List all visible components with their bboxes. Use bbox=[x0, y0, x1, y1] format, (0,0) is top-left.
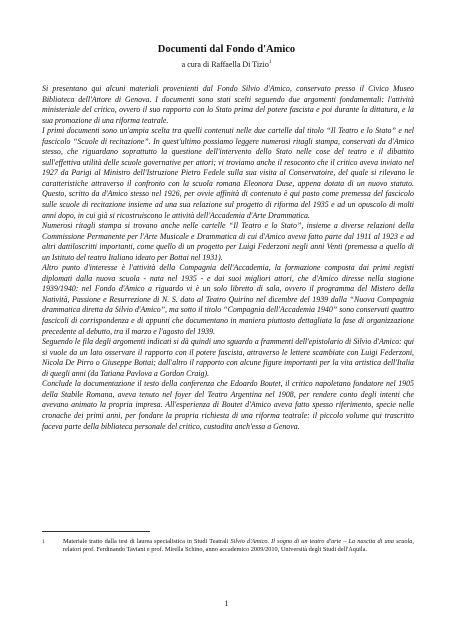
footnote bbox=[42, 538, 414, 555]
document-title: Documenti dal Fondo d'Amico bbox=[157, 44, 296, 55]
document-subtitle bbox=[0, 60, 453, 69]
footnote-text-start: Materiale tratto dalla tesi di laurea specialistica in Studi Teatrali bbox=[63, 538, 231, 545]
footnote-ref[interactable]: 1 bbox=[268, 60, 272, 65]
paragraph: Si presentano qui alcuni materiali provenienti dal Fondo Silvio d'Amico, conservato presso il Civico Museo Biblioteca dell'Attore di Genova. I documenti sono stati scelti seguendo due argomenti fondamentali: l'attività ministeriale del critico, ovvero il suo rapporto con lo Stato prima del potere fascista e poi durante la dittatura, e la sua promozione di una riforma teatrale. bbox=[42, 84, 414, 125]
paragraph: Seguendo le fila degli argomenti indicati si dà quindi uno sguardo a frammenti dell'epistolario di Silvio d'Amico: qui si vuole da un lato osservare il rapporto con il potere fascista, attraverso le lettere scambiate con Luigi Federzoni, Nicola De Pirro o Giuseppe Bottai; dall'altro il rapporto con alcune figure importanti per la vita artistica dell'Italia di quegli anni (da Tatiana Pavlova a Gordon Craig). bbox=[42, 337, 414, 378]
paragraph: Altro punto d'interesse è l'attività della Compagnia dell'Accademia, la formazione composta dai primi registi diplomati dalla nuova scuola - nata nel 1935 - e dai suoi migliori attori, che d'Amico diresse nella stagione 1939/1940: nel Fondo d'Amico a riguardo vi è un solo libretto di sala, ovvero il programma del Mistero della Natività, Passione e Resurrezione di N. S. dato al Teatro Quirino nel dicembre del 1939 dalla “Nuova Compagnia drammatica diretta da Silvio d'Amico”, ma sotto il titolo “Compagnia dell'Accademia 1940” sono conservati quattro fascicoli di corrispondenza e di appunti che documentano in maniera piuttosto dettagliata la fase di organizzazione precedente al debutto, tra il marzo e l'agosto del 1939. bbox=[42, 263, 414, 336]
footnote-separator bbox=[42, 531, 150, 532]
footnote-text-end: , relatori prof. Ferdinando Taviani e prof. Mirella Schino, anno accademico 2009/2010, Università degli Studi dell'Aquila. bbox=[63, 538, 414, 554]
paragraph: Numerosi ritagli stampa si trovano anche nelle cartelle “Il Teatro e lo Stato”, insieme a diverse relazioni della Commissione Permanente per l'Arte Musicale e Drammatica di cui d'Amico aveva fatto parte dal 1911 al 1923 e ad altri dattiloscritti importanti, come quello di un progetto per Luigi Federzoni negli anni Venti (premessa a quello di un Istituto del teatro Italiano ideato per Bottai nel 1931). bbox=[42, 221, 414, 262]
body-text bbox=[42, 84, 414, 432]
page-number: 1 bbox=[224, 599, 229, 608]
footnote-number: 1 bbox=[42, 539, 45, 545]
paragraph: I primi documenti sono un'ampia scelta tra quelli contenuti nelle due cartelle dal titolo “Il Teatro e lo Stato” e nel fascicolo “Scuole di recitazione”. In quest'ultimo possiamo leggere numerosi ritagli stampa, conservati da d'Amico stesso, che riguardano soprattutto la questione dell'intervento dello Stato nelle cose del teatro e il dibattito sull'effettiva utilità delle scuole governative per attori; vi troviamo anche il resoconto che il critico aveva inviato nel 1927 da Parigi al Ministro dell'Istruzione Pietro Fedele sulla sua visita al Conservatoire, del quale si rilevano le caratteristiche attraverso il confronto con la scuola romana Eleonora Duse, appena dotata di un nuovo statuto. Questo, scritto da d'Amico stesso nel 1926, per ovvie affinità di contenuto è qui posto come premessa del fascicolo sulle scuole di recitazione insieme ad una sua relazione sul progetto di riforma del 1935 e ad un opuscolo di molti anni dopo, in cui già si ricostruiscono le attività dell'Accademia d'Arte Drammatica. bbox=[42, 126, 414, 220]
author-credit: a cura di Raffaella Di Tizio bbox=[181, 60, 269, 69]
paragraph: Conclude la documentazione il testo della conferenza che Edoardo Boutet, il critico napoletano fondatore nel 1905 della Stabile Romana, aveva tenuto nel foyer del Teatro Argentina nel 1908, per rendere conto degli intenti che avevano animato la propria impresa. All'esperienza di Boutet d'Amico aveva fatto spesso riferimento, specie nelle cronache dei primi anni, per fondare la propria richiesta di una riforma teatrale: il piccolo volume qui trascritto faceva parte della biblioteca personale del critico, custodita anch'essa a Genova. bbox=[42, 379, 414, 431]
footnote-text bbox=[63, 538, 414, 555]
thesis-title: Silvio d'Amico. Il sogno di un teatro d'arte – La nascita di una scuola bbox=[230, 538, 413, 545]
